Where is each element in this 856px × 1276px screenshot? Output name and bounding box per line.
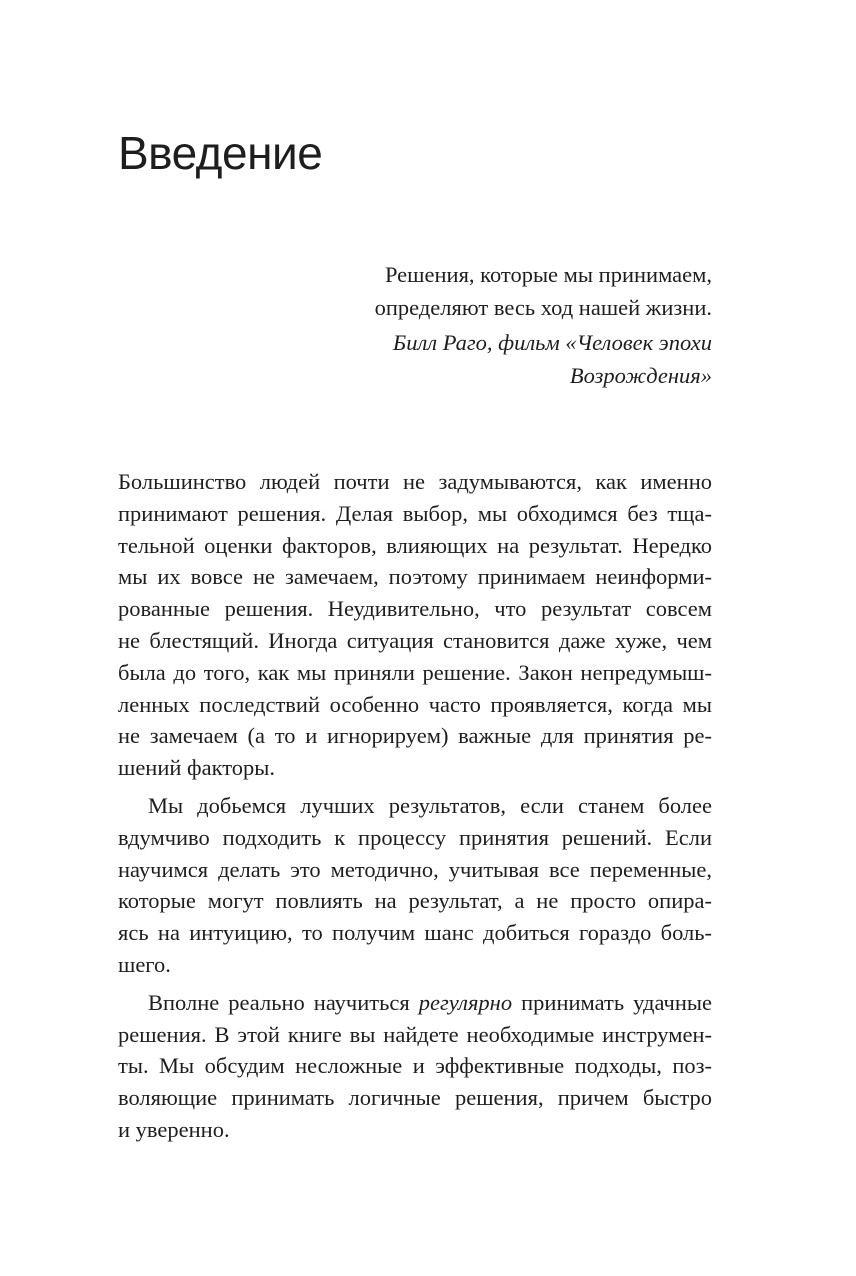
- text-line: ты. Мы обсудим несложные и эффективные подходы, поз-: [118, 1053, 712, 1079]
- epigraph: [300, 258, 712, 392]
- text-line: не блестящий. Иногда ситуация становится даже хуже, чем: [118, 627, 712, 653]
- epigraph-attribution: [300, 326, 712, 392]
- text-line: была до того, как мы приняли решение. Закон непредумыш-: [118, 659, 712, 685]
- epigraph-attribution-line: Возрождения»: [569, 363, 712, 388]
- text-line: воляющие принимать логичные решения, причем быстро: [118, 1085, 712, 1111]
- emphasis-text: регулярно: [418, 989, 513, 1015]
- epigraph-attribution-line: Билл Раго, фильм «Человек эпохи: [392, 330, 712, 355]
- text-line: и уверенно.: [118, 1116, 230, 1142]
- text-line: решения. В этой книге вы найдете необходимые инструмен-: [118, 1021, 712, 1047]
- text-line: ясь на интуицию, то получим шанс добиться гораздо боль-: [118, 920, 712, 946]
- chapter-title: Введение: [118, 127, 323, 179]
- text-line: не замечаем (а то и игнорируем) важные для принятия ре-: [118, 723, 712, 749]
- text-line: ленных последствий особенно часто проявляется, когда мы: [118, 691, 712, 717]
- text-line: [118, 987, 712, 1019]
- text-line: Мы добьемся лучших результатов, если станем более: [148, 792, 712, 818]
- paragraph-2: [118, 790, 712, 981]
- text-line: рованные решения. Неудивительно, что результат совсем: [118, 596, 712, 622]
- text-run: принимать удачные: [512, 989, 713, 1015]
- text-line: которые могут повлиять на результат, а не просто опира-: [118, 888, 712, 914]
- body-text: [118, 466, 712, 1152]
- text-line: принимают решения. Делая выбор, мы обходимся без тща-: [118, 500, 712, 526]
- text-line: шего.: [118, 951, 171, 977]
- text-run: Вполне реально научиться: [148, 989, 419, 1015]
- text-line: мы их вовсе не замечаем, поэтому принимаем неинформи-: [118, 564, 712, 590]
- text-line: тельной оценки факторов, влияющих на результат. Нередко: [118, 532, 712, 558]
- paragraph-3: [118, 987, 712, 1146]
- text-line: вдумчиво подходить к процессу принятия решений. Если: [118, 824, 712, 850]
- text-line: шений факторы.: [118, 755, 276, 781]
- text-line: Большинство людей почти не задумываются, как именно: [118, 469, 712, 494]
- paragraph-1: [118, 466, 712, 784]
- epigraph-quote-line: Решения, которые мы принимаем,: [384, 262, 712, 287]
- epigraph-quote-line: определяют весь ход нашей жизни.: [374, 295, 712, 320]
- text-line: научимся делать это методично, учитывая все переменные,: [118, 856, 712, 882]
